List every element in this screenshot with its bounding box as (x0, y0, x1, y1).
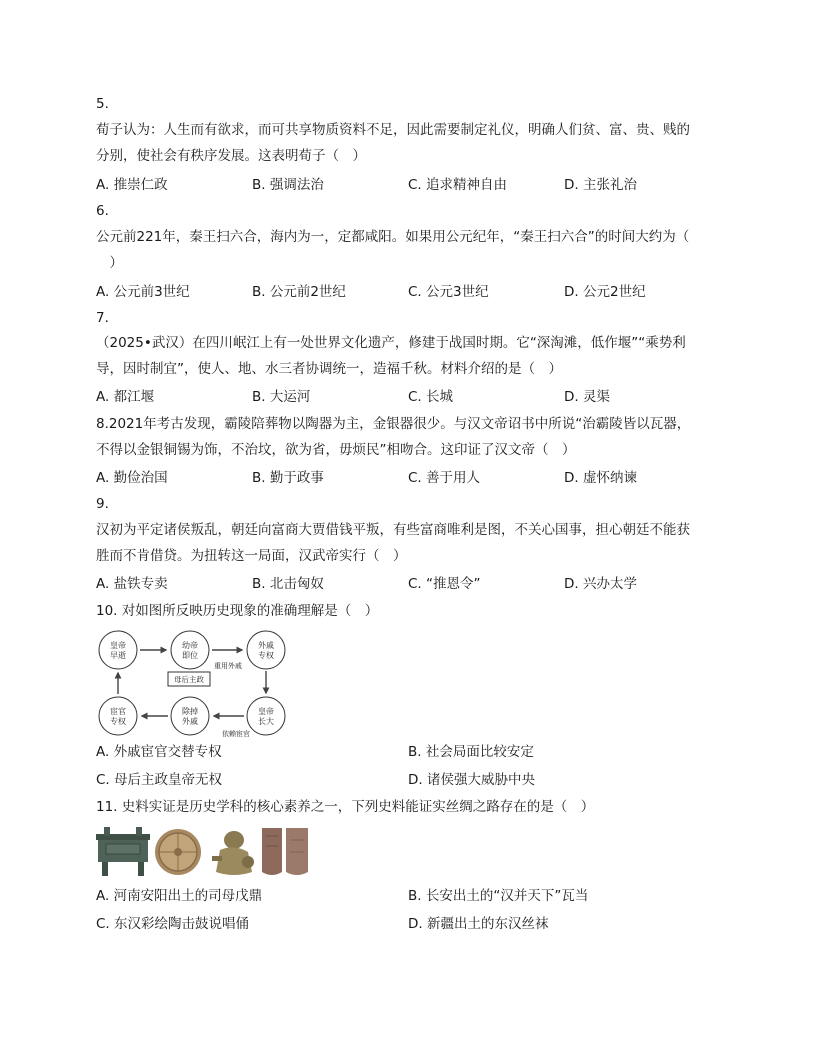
q9-option-b: B. 北击匈奴 (252, 576, 324, 592)
q7-option-b: B. 大运河 (252, 389, 311, 405)
svg-text:外戚: 外戚 (182, 717, 198, 726)
q8-stem-line2: 不得以金银铜锡为饰，不治坟，欲为省，毋烦民”相吻合。这印证了汉文帝（ ） (96, 442, 576, 458)
diagram-node-remove-consort (171, 697, 209, 735)
q11-option-b: B. 长安出土的“汉并天下”瓦当 (408, 888, 589, 904)
svg-text:早逝: 早逝 (110, 651, 126, 660)
q10-option-d: D. 诸侯强大威胁中央 (408, 772, 535, 788)
q6-option-a: A. 公元前3世纪 (96, 284, 190, 300)
diagram-node-emperor-grows-up (247, 697, 285, 735)
q10-option-a: A. 外戚宦官交替专权 (96, 744, 222, 760)
q6-option-c: C. 公元3世纪 (408, 284, 489, 300)
bronze-ding-image (96, 827, 150, 876)
q9-option-c: C. “推恩令” (408, 576, 481, 592)
q10-option-c: C. 母后主政皇帝无权 (96, 772, 223, 788)
q10-cycle-diagram (96, 628, 288, 740)
diagram-box-empress-regency (168, 672, 210, 686)
svg-text:幼帝: 幼帝 (182, 641, 198, 650)
q7-option-d: D. 灵渠 (564, 389, 610, 405)
diagram-node-emperor-dies (99, 631, 137, 669)
q8-stem-line1: 8.2021年考古发现，霸陵陪葬物以陶器为主，金银器很少。与汉文帝诏书中所说“治霸陵皆以瓦器， (96, 416, 691, 432)
silk-socks-image (262, 828, 308, 875)
q11-stem: 11. 史料实证是历史学科的核心素养之一，下列史料能证实丝绸之路存在的是（ ） (96, 799, 595, 815)
diagram-node-child-enthroned (171, 631, 209, 669)
svg-text:专权: 专权 (258, 651, 274, 660)
q5-option-c: C. 追求精神自由 (408, 177, 508, 193)
q6-option-b: B. 公元前2世纪 (252, 284, 346, 300)
q11-artifact-images (96, 826, 311, 878)
q5-option-b: B. 强调法治 (252, 177, 324, 193)
q9-option-d: D. 兴办太学 (564, 576, 637, 592)
q9-number: 9. (96, 496, 109, 512)
diagram-node-eunuch-power (99, 697, 137, 735)
svg-text:皇帝: 皇帝 (258, 707, 274, 716)
q6-number: 6. (96, 203, 109, 219)
diagram-label-rely-consort: 重用外戚 (214, 662, 242, 670)
svg-text:专权: 专权 (110, 717, 126, 726)
q7-stem-line2: 导，因时制宜”，使人、地、水三者协调统一，造福千秋。材料介绍的是（ ） (96, 361, 562, 377)
q10-stem: 10. 对如图所反映历史现象的准确理解是（ ） (96, 603, 379, 619)
svg-text:母后主政: 母后主政 (174, 675, 204, 684)
q8-option-a: A. 勤俭治国 (96, 470, 168, 486)
svg-text:除掉: 除掉 (182, 707, 198, 716)
q8-option-d: D. 虚怀纳谏 (564, 470, 637, 486)
pottery-figurine-image (212, 831, 254, 875)
q5-option-a: A. 推崇仁政 (96, 177, 168, 193)
q11-option-c: C. 东汉彩绘陶击鼓说唱俑 (96, 916, 250, 932)
svg-text:皇帝: 皇帝 (110, 641, 126, 650)
q7-stem-line1: （2025•武汉）在四川岷江上有一处世界文化遗产，修建于战国时期。它“深淘滩，低作堰”“乘势利 (96, 335, 686, 351)
q8-option-c: C. 善于用人 (408, 470, 481, 486)
q9-stem-line2: 胜而不肯借贷。为扭转这一局面，汉武帝实行（ ） (96, 548, 407, 564)
q6-stem-line1: 公元前221年，秦王扫六合，海内为一，定都咸阳。如果用公元纪年，“秦王扫六合”的时间大约为（ (96, 229, 690, 245)
q7-option-a: A. 都江堰 (96, 389, 155, 405)
q5-stem-line2: 分别，使社会有秩序发展。这表明荀子（ ） (96, 148, 366, 164)
q5-number: 5. (96, 96, 109, 112)
q7-option-c: C. 长城 (408, 389, 454, 405)
q5-stem-line1: 荀子认为：人生而有欲求，而可共享物质资料不足，因此需要制定礼仪，明确人们贫、富、贵、贱的 (96, 122, 690, 138)
tile-end-image (155, 829, 201, 875)
diagram-label-rely-eunuch: 依赖宦官 (222, 730, 250, 738)
q7-number: 7. (96, 310, 109, 326)
svg-text:外戚: 外戚 (258, 641, 274, 650)
q8-option-b: B. 勤于政事 (252, 470, 324, 486)
q11-option-a: A. 河南安阳出土的司母戊鼎 (96, 888, 263, 904)
q6-option-d: D. 公元2世纪 (564, 284, 646, 300)
q5-option-d: D. 主张礼治 (564, 177, 637, 193)
q10-option-b: B. 社会局面比较安定 (408, 744, 534, 760)
q11-option-d: D. 新疆出土的东汉丝袜 (408, 916, 549, 932)
svg-text:即位: 即位 (182, 651, 198, 660)
svg-text:宦官: 宦官 (110, 707, 126, 716)
svg-text:长大: 长大 (258, 717, 274, 726)
q6-stem-line2: ） (96, 255, 123, 271)
q9-option-a: A. 盐铁专卖 (96, 576, 168, 592)
diagram-node-consort-power (247, 631, 285, 669)
q9-stem-line1: 汉初为平定诸侯叛乱，朝廷向富商大贾借钱平叛，有些富商唯利是图，不关心国事，担心朝廷不能获 (96, 522, 690, 538)
